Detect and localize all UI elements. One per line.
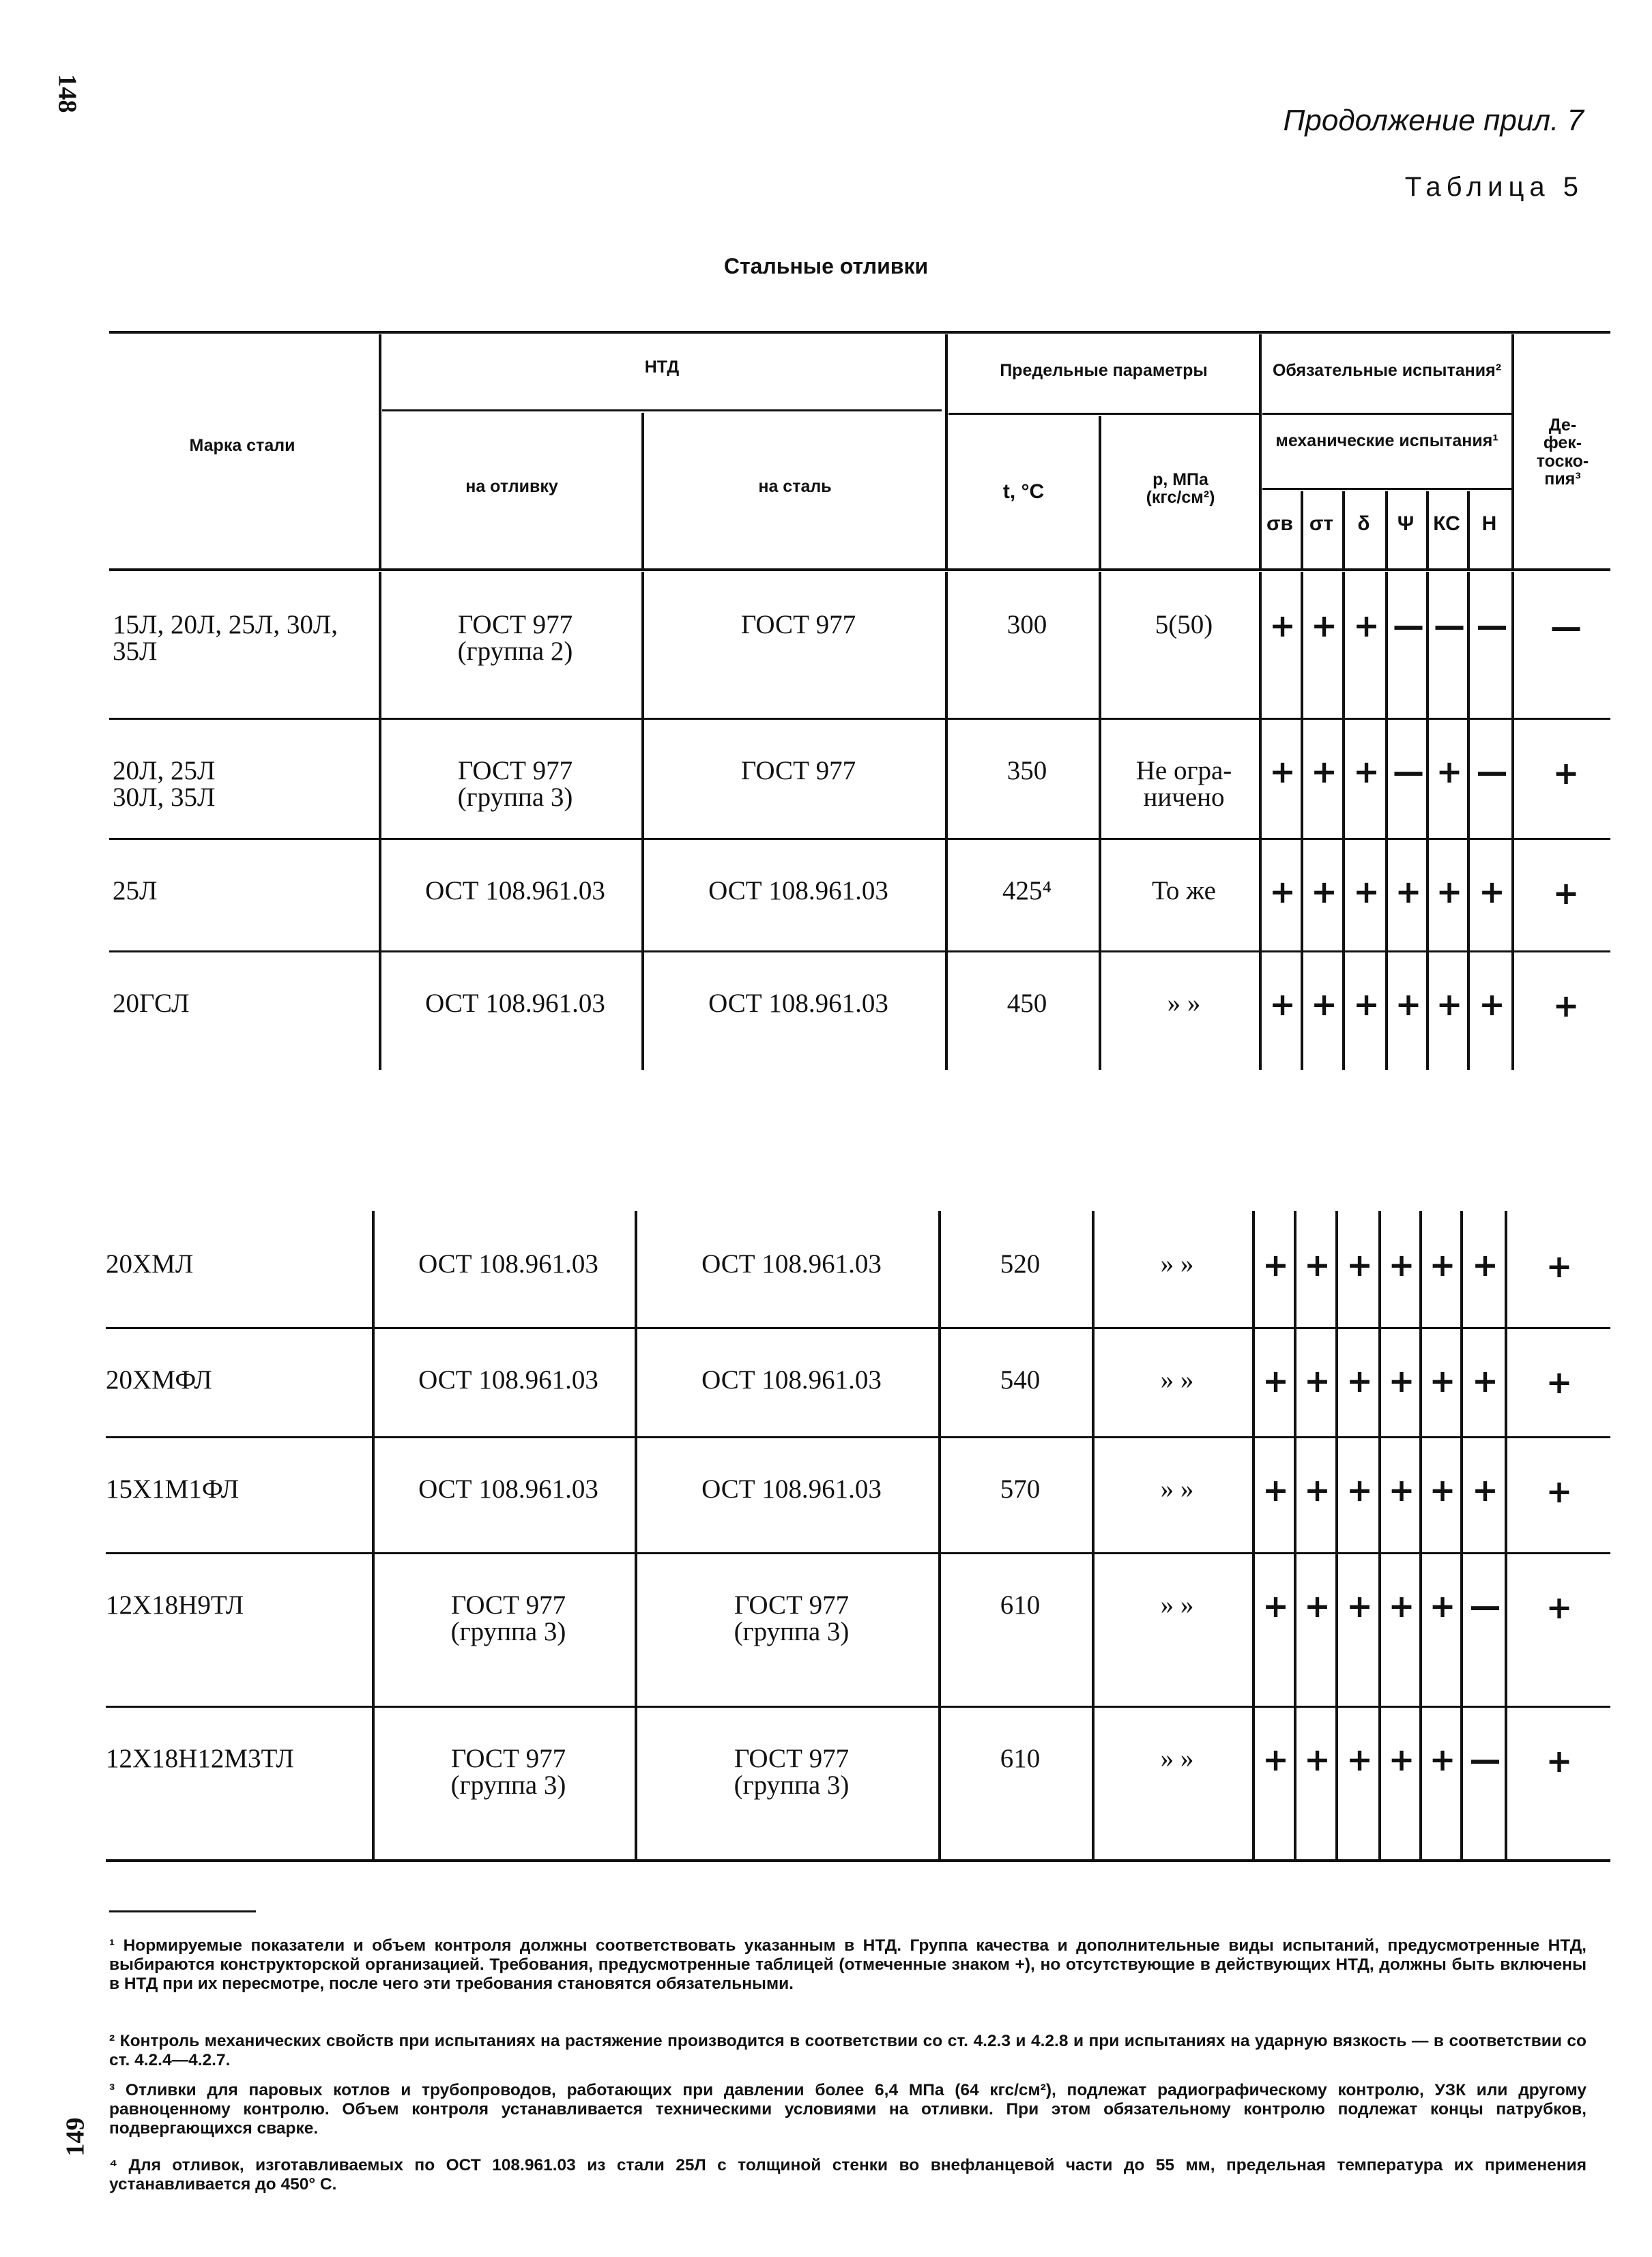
cell-test-mark: + (1353, 986, 1380, 1023)
cell-ntd-steel (648, 611, 948, 638)
cell-ntd-steel-line: ГОСТ 977 (740, 756, 856, 785)
cell-ntd-steel-line: ОСТ 108.961.03 (701, 1474, 882, 1504)
cell-pressure (1105, 990, 1262, 1017)
header-ntd-casting: на отливку (465, 477, 558, 496)
cell-test-mark: + (1436, 873, 1463, 910)
cell-ntd-casting-line: ГОСТ 977 (450, 1590, 566, 1620)
cell-grade-line: 15Л, 20Л, 25Л, 30Л, (113, 610, 338, 639)
header-required: Обязательные испытания² (1272, 361, 1502, 380)
cell-grade (106, 1592, 365, 1618)
cell-test-mark: + (1472, 1247, 1498, 1283)
cell-test-mark: + (1388, 1588, 1415, 1625)
cell-temp (945, 1251, 1095, 1277)
cell-test-mark: + (1346, 1472, 1373, 1509)
cell-test-mark: + (1472, 1472, 1498, 1509)
cell-ntd-casting-line: (группа 3) (450, 1617, 566, 1646)
header-col-line (1099, 416, 1101, 570)
continuation-label: Продолжение прил. 7 (1283, 104, 1584, 137)
cell-ntd-casting (386, 990, 645, 1017)
cell-test-mark: + (1395, 986, 1422, 1023)
cell-temp-line: 520 (1000, 1249, 1041, 1279)
header-col-line (379, 334, 381, 570)
cell-ntd-casting-line: ОСТ 108.961.03 (425, 989, 605, 1018)
cell-test-mark: + (1304, 1363, 1331, 1399)
cell-test-mark: + (1311, 607, 1337, 644)
cell-pressure-line: » » (1160, 1365, 1194, 1395)
cell-test-mark: + (1346, 1588, 1373, 1625)
cell-test-mark: — (1434, 607, 1465, 644)
cell-grade-line: 12Х18Н9ТЛ (106, 1590, 244, 1620)
cell-temp (945, 1592, 1095, 1618)
cell-test-mark: — (1393, 607, 1424, 644)
cell-grade-line: 35Л (113, 637, 158, 666)
cell-test-mark: — (1469, 1741, 1501, 1778)
header-flaw-l4: пия³ (1544, 469, 1581, 489)
cell-test-mark: + (1353, 873, 1380, 910)
column-line (379, 572, 381, 1070)
cell-temp-line: 610 (1000, 1744, 1041, 1773)
test-header-3: Ψ (1397, 512, 1415, 535)
cell-test-mark: + (1436, 986, 1463, 1023)
cell-grade-line: 12Х18Н12М3ТЛ (106, 1744, 294, 1773)
cell-grade-line: 20ГСЛ (113, 989, 190, 1018)
cell-ntd-casting-line: ГОСТ 977 (457, 756, 573, 785)
test-header-2: δ (1357, 512, 1370, 535)
cell-test-mark: + (1304, 1472, 1331, 1509)
header-pressure (1102, 471, 1259, 507)
test-header-1: σт (1309, 512, 1334, 535)
cell-pressure (1105, 611, 1262, 638)
cell-ntd-steel-line: ГОСТ 977 (740, 610, 856, 639)
cell-pressure (1105, 757, 1262, 811)
footnote-1: ¹ Нормируемые показатели и объем контроля должны соответствовать указанным в НТД. Группа качества и дополнительные виды испытаний, предусмотренные НТД, выбираются конструкторской организацией. Требования, предусмотренные таблицей (отмеченные знаком +), но отсутствующие в действующих НТД, должны быть включены в НТД при их пересмотре, после чего эти требования становятся обязательными. (109, 1936, 1586, 1994)
cell-pressure-line: » » (1167, 989, 1201, 1018)
cell-grade (113, 877, 372, 904)
cell-ntd-steel-line: ГОСТ 977 (734, 1744, 850, 1773)
cell-temp-line: 350 (1006, 756, 1047, 785)
test-header-4: КС (1433, 512, 1460, 535)
table-bottom-rule (106, 1859, 1610, 1862)
cell-test-mark: + (1388, 1741, 1415, 1778)
cell-test-mark: + (1304, 1588, 1331, 1625)
footnote-4: ⁴ Для отливок, изготавливаемых по ОСТ 108.961.03 из стали 25Л с толщиной стенки во внефланцевой части до 55 мм, предельная температура их применения устанавливается до 450° С. (109, 2156, 1586, 2194)
cell-test-mark: + (1436, 753, 1463, 790)
cell-pressure-line: Не огра- (1135, 756, 1232, 785)
cell-ntd-casting (379, 1592, 638, 1645)
cell-test-mark: + (1472, 1363, 1498, 1399)
cell-ntd-steel-line: (группа 3) (734, 1617, 850, 1646)
cell-test-mark: — (1476, 607, 1508, 644)
cell-test-mark: + (1304, 1247, 1331, 1283)
cell-ntd-steel (648, 877, 948, 904)
cell-ntd-casting-line: ОСТ 108.961.03 (418, 1365, 598, 1395)
header-grade: Марка стали (189, 436, 295, 455)
cell-ntd-steel (641, 1592, 942, 1645)
cell-ntd-casting (386, 877, 645, 904)
cell-test-mark: — (1393, 753, 1424, 790)
header-flaw-l3: тоско- (1536, 451, 1589, 471)
cell-test-mark: + (1429, 1588, 1456, 1625)
cell-test-mark: + (1388, 1472, 1415, 1509)
test-header-0: σв (1266, 512, 1293, 535)
header-limits: Предельные параметры (1000, 361, 1208, 380)
cell-test-mark: + (1304, 1741, 1331, 1778)
cell-test-mark: + (1429, 1247, 1456, 1283)
cell-temp-line: 540 (1000, 1365, 1041, 1395)
cell-pressure (1099, 1476, 1256, 1502)
cell-flaw-detection: + (1546, 1743, 1573, 1779)
cell-temp (945, 1745, 1095, 1772)
cell-ntd-steel (648, 757, 948, 784)
page-number-top: 148 (53, 74, 82, 113)
cell-flaw-detection: — (1550, 609, 1582, 645)
cell-pressure-line: То же (1152, 876, 1216, 905)
cell-test-mark: + (1269, 607, 1296, 644)
cell-grade-line: 15Х1М1ФЛ (106, 1474, 240, 1504)
cell-grade (106, 1745, 365, 1772)
cell-ntd-casting-line: ОСТ 108.961.03 (418, 1249, 598, 1279)
cell-ntd-casting-line: ГОСТ 977 (450, 1744, 566, 1773)
header-required-divider (1262, 413, 1511, 415)
cell-ntd-steel-line: ОСТ 108.961.03 (701, 1365, 882, 1395)
cell-test-mark: + (1395, 873, 1422, 910)
cell-ntd-steel-line: (группа 3) (734, 1771, 850, 1800)
cell-ntd-steel-line: ОСТ 108.961.03 (708, 989, 888, 1018)
cell-test-mark: + (1269, 873, 1296, 910)
cell-flaw-detection: + (1546, 1589, 1573, 1626)
cell-ntd-steel-line: ГОСТ 977 (734, 1590, 850, 1620)
cell-test-mark: + (1262, 1741, 1289, 1778)
header-pressure-line1: р, МПа (1153, 470, 1208, 489)
cell-ntd-casting-line: ГОСТ 977 (457, 610, 573, 639)
header-ntd: НТД (644, 358, 680, 377)
cell-temp (952, 877, 1102, 904)
cell-temp (952, 611, 1102, 638)
cell-grade-line: 20ХМЛ (106, 1249, 194, 1279)
header-ntd-divider (382, 409, 942, 411)
cell-test-mark: + (1346, 1741, 1373, 1778)
cell-pressure-line: » » (1160, 1474, 1194, 1504)
header-mechanical: механические испытания¹ (1275, 431, 1498, 450)
cell-ntd-casting (379, 1251, 638, 1277)
cell-test-mark: + (1346, 1247, 1373, 1283)
cell-test-mark: + (1269, 753, 1296, 790)
table-label: Таблица 5 (1404, 172, 1584, 202)
row-divider (106, 1706, 1610, 1708)
footnote-3: ³ Отливки для паровых котлов и трубопроводов, работающих при давлении более 6,4 МПа (64 кгс/см²), подлежат радиографическому контролю, УЗК или другому равноценному контролю. Объем контроля устанавливается техническими условиями на отливки. При этом обязательному контролю подлежат концы патрубков, подвергающихся сварке. (109, 2081, 1586, 2138)
cell-grade-line: 25Л (113, 876, 158, 905)
cell-grade-line: 20ХМФЛ (106, 1365, 212, 1395)
cell-ntd-casting-line: (группа 2) (457, 637, 573, 666)
cell-ntd-casting-line: ОСТ 108.961.03 (425, 876, 605, 905)
cell-test-mark: + (1429, 1472, 1456, 1509)
cell-grade (106, 1251, 365, 1277)
header-temp: t, °С (1002, 480, 1045, 503)
header-pressure-line2: (кгс/см²) (1146, 488, 1215, 508)
header-flaw-l2: фек- (1543, 433, 1582, 453)
cell-test-mark: — (1469, 1588, 1501, 1625)
cell-test-mark: + (1262, 1363, 1289, 1399)
cell-ntd-casting (386, 611, 645, 665)
cell-ntd-casting (386, 757, 645, 811)
cell-test-mark: + (1311, 986, 1337, 1023)
cell-temp (952, 757, 1102, 784)
cell-pressure-line: » » (1160, 1249, 1194, 1279)
cell-test-mark: + (1311, 753, 1337, 790)
cell-grade (106, 1367, 365, 1393)
cell-temp-line: 450 (1006, 989, 1047, 1018)
header-flaw-l1: Де- (1548, 416, 1577, 435)
cell-grade-line: 30Л, 35Л (113, 783, 216, 812)
cell-ntd-casting (379, 1476, 638, 1502)
footnote-divider (109, 1910, 256, 1912)
header-flaw-detection (1518, 416, 1607, 488)
cell-pressure (1099, 1251, 1256, 1277)
cell-test-mark: + (1429, 1741, 1456, 1778)
cell-temp-line: 300 (1006, 610, 1047, 639)
cell-test-mark: + (1311, 873, 1337, 910)
cell-test-mark: + (1353, 753, 1380, 790)
row-divider (106, 1552, 1610, 1554)
header-ntd-steel: на сталь (758, 477, 832, 496)
cell-temp (945, 1476, 1095, 1502)
cell-pressure (1105, 877, 1262, 904)
cell-grade (113, 757, 372, 811)
row-divider (106, 1436, 1610, 1438)
cell-flaw-detection: + (1552, 987, 1580, 1024)
cell-pressure (1099, 1745, 1256, 1772)
cell-temp-line: 425⁴ (1002, 876, 1052, 905)
row-divider (106, 1327, 1610, 1329)
header-col-line (1511, 334, 1514, 570)
cell-test-mark: + (1429, 1363, 1456, 1399)
cell-ntd-casting-line: (группа 3) (457, 783, 573, 812)
cell-temp (945, 1367, 1095, 1393)
column-line (372, 1211, 375, 1859)
cell-flaw-detection: + (1546, 1473, 1573, 1510)
cell-pressure-line: » » (1160, 1744, 1194, 1773)
cell-ntd-casting (379, 1745, 638, 1799)
cell-ntd-casting-line: (группа 3) (450, 1771, 566, 1800)
cell-test-mark: + (1388, 1247, 1415, 1283)
cell-test-mark: + (1353, 607, 1380, 644)
cell-temp (952, 990, 1102, 1017)
cell-ntd-steel (641, 1745, 942, 1799)
cell-ntd-steel-line: ОСТ 108.961.03 (701, 1249, 882, 1279)
cell-pressure-line: » » (1160, 1590, 1194, 1620)
cell-test-mark: + (1269, 986, 1296, 1023)
cell-temp-line: 610 (1000, 1590, 1041, 1620)
cell-test-mark: — (1476, 753, 1508, 790)
cell-test-mark: + (1262, 1588, 1289, 1625)
cell-grade (113, 611, 372, 665)
cell-pressure-line: ничено (1143, 783, 1225, 812)
cell-test-mark: + (1262, 1472, 1289, 1509)
cell-flaw-detection: + (1552, 755, 1580, 791)
cell-temp-line: 570 (1000, 1474, 1041, 1504)
table-top-rule (109, 331, 1610, 334)
cell-ntd-steel-line: ОСТ 108.961.03 (708, 876, 888, 905)
header-mechanical-divider (1262, 488, 1511, 490)
test-header-5: Н (1481, 512, 1497, 535)
cell-flaw-detection: + (1546, 1248, 1573, 1285)
cell-flaw-detection: + (1552, 875, 1580, 912)
cell-grade (113, 990, 372, 1017)
page-number-bottom: 149 (61, 2117, 90, 2157)
cell-test-mark: + (1262, 1247, 1289, 1283)
cell-ntd-steel (641, 1367, 942, 1393)
cell-test-mark: + (1388, 1363, 1415, 1399)
table-title: Стальные отливки (723, 254, 929, 278)
cell-grade (106, 1476, 365, 1502)
cell-grade-line: 20Л, 25Л (113, 756, 216, 785)
header-limits-divider (948, 413, 1259, 415)
cell-pressure (1099, 1367, 1256, 1393)
cell-ntd-steel (641, 1476, 942, 1502)
footnote-2: ² Контроль механических свойств при испытаниях на растяжение производится в соответствии со ст. 4.2.3 и 4.2.8 и при испытаниях на ударную вязкость — в соответствии со ст. 4.2.4—4.2.7. (109, 2032, 1586, 2070)
cell-test-mark: + (1346, 1363, 1373, 1399)
cell-ntd-steel (648, 990, 948, 1017)
cell-flaw-detection: + (1546, 1364, 1573, 1401)
header-col-line (945, 334, 948, 570)
cell-pressure (1099, 1592, 1256, 1618)
cell-ntd-steel (641, 1251, 942, 1277)
cell-pressure-line: 5(50) (1155, 610, 1213, 639)
cell-ntd-casting-line: ОСТ 108.961.03 (418, 1474, 598, 1504)
cell-ntd-casting (379, 1367, 638, 1393)
cell-test-mark: + (1479, 873, 1505, 910)
header-col-line (641, 413, 644, 570)
cell-test-mark: + (1479, 986, 1505, 1023)
